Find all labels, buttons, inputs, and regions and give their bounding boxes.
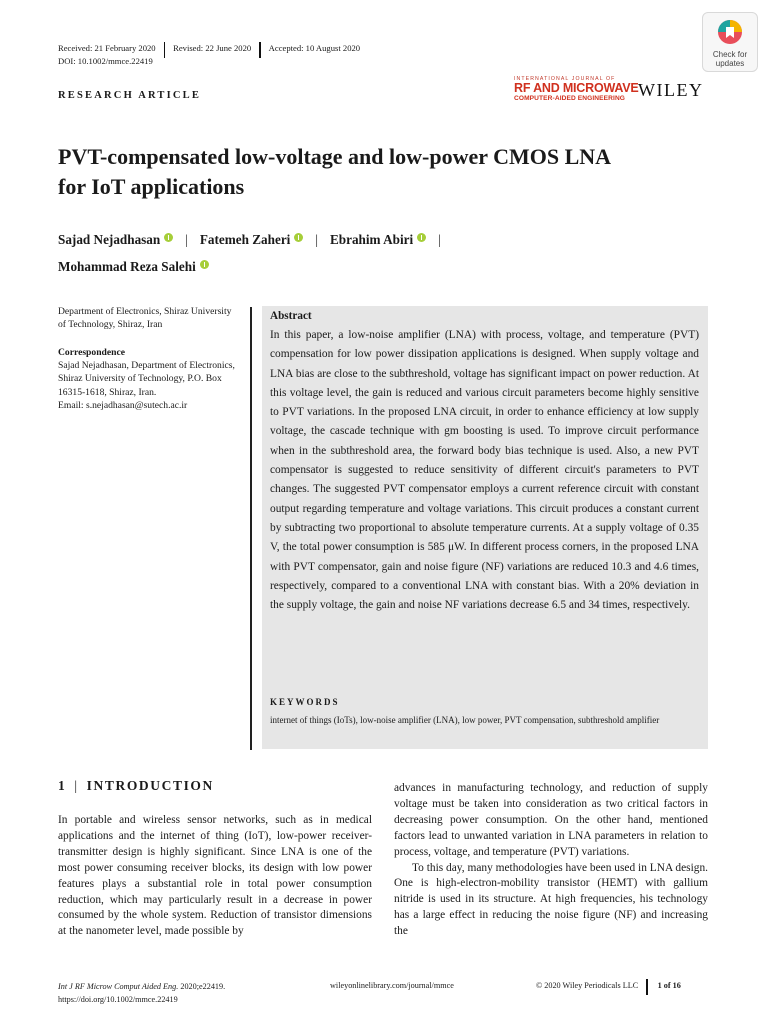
abstract-heading: Abstract (270, 310, 312, 322)
orcid-icon[interactable] (294, 233, 303, 242)
author-name[interactable]: Ebrahim Abiri (329, 232, 414, 247)
footer-journal: Int J RF Microw Comput Aided Eng. (58, 982, 179, 991)
author-name[interactable]: Sajad Nejadhasan (58, 232, 161, 247)
title-line-1: PVT-compensated low-voltage and low-power CMOS LNA (58, 144, 612, 169)
footer-doi-link[interactable]: https://doi.org/10.1002/mmce.22419 (58, 994, 178, 1004)
body-paragraph: To this day, many methodologies have been used in LNA design. One is high-electron-mobility transistor (HEMT) with gallium nitride is used in its structure. At high frequencies, his technology has a large effect in reducing the noise figure (NF) and increasing the (394, 861, 708, 938)
correspondence (58, 346, 243, 412)
check-for-updates-badge[interactable] (702, 12, 758, 72)
body-column-right (394, 781, 708, 940)
abstract-text: In this paper, a low-noise amplifier (LNA) with process, voltage, and temperature (PVT) compensation for low power dissipation applications is designed. When supply voltage and LNA bias are close to the subthreshold, voltage has significant impact on power reduction. At this voltage level, the gain is reduced and various circuit parameters become highly sensitive to PVT variations. In the proposed LNA circuit, in order to enhance efficiency at low supply voltage, the cascade technique with gm boosting is used. To improve circuit performance when in the subthreshold area, the forward body bias technique is used. Also, a new PVT compensator is suggested to reduce sensitivity of different circuit's parameters to PVT changes. The suggested PVT compensator employs a current reference circuit with constant output regarding temperature and voltage variations. This circuit produces a constant current by subtracting two proportional to absolute temperature currents. At a supply voltage of 0.35 V, the total power consumption is 585 μW. In different process corners, in the proposed LNA with PVT compensator, gain and noise figure (NF) variations are reduced 10.3 and 4.6 times, respectively, compared to a conventional LNA with constant bias. With a 20% deviation in the supply voltage, the gain and noise NF variations decrease 6.5 and 34 times, respectively. (270, 329, 699, 612)
abstract-rule (250, 307, 252, 750)
orcid-icon[interactable] (200, 260, 209, 269)
publisher-logo[interactable]: WILEY (638, 80, 704, 100)
footer-citation (58, 981, 225, 1006)
orcid-icon[interactable] (164, 233, 173, 242)
accepted-date: Accepted: 10 August 2020 (268, 43, 361, 53)
title-line-2: for IoT applications (58, 174, 245, 199)
footer-site-link[interactable]: wileyonlinelibrary.com/journal/mmce (330, 981, 454, 990)
journal-name: RF AND MICROWAVE (514, 81, 639, 95)
badge-line-1: Check for (712, 50, 748, 59)
keywords-list: internet of things (IoTs), low-noise amplifier (LNA), low power, PVT compensation, subthreshold amplifier (270, 715, 660, 725)
divider (646, 979, 648, 995)
copyright: © 2020 Wiley Periodicals LLC (536, 981, 639, 990)
revised-date: Revised: 22 June 2020 (173, 43, 252, 53)
body-paragraph: advances in manufacturing technology, and reduction of supply voltage must be taken into consideration as two critical factors in decreasing power consumption. On the other hand, mentioned factors lead to unwanted variation in LNA parameters in relation to process, voltage, and temperature (PVT) variations. (394, 782, 708, 858)
orcid-icon[interactable] (417, 233, 426, 242)
footer-right (536, 981, 681, 995)
author-name[interactable]: Mohammad Reza Salehi (58, 259, 196, 274)
author-name[interactable]: Fatemeh Zaheri (199, 232, 291, 247)
body-column-left: In portable and wireless sensor networks, such as in medical applications and the internet of thing (IoT), low-power receiver-transmitter design is highly significant. Since LNA is one of the most power consuming receiver blocks, its design with low power features plays a substantial role in total power consumption reduction, which may particularly result in a decrease in power consumed by the whole system. Reduction of transistor dimensions at the nanometer level, made possible by (58, 814, 372, 938)
affiliation: Department of Electronics, Shiraz University of Technology, Shiraz, Iran (58, 306, 232, 330)
section-separator: | (74, 778, 79, 793)
author-separator: | (315, 232, 318, 247)
correspondence-heading: Correspondence (58, 347, 125, 358)
check-updates-icon (716, 18, 744, 46)
section-title: INTRODUCTION (86, 778, 214, 793)
paper-title (58, 142, 708, 202)
correspondence-email[interactable]: Email: s.nejadhasan@sutech.ac.ir (58, 399, 188, 411)
badge-line-2: updates (715, 58, 745, 68)
section-heading (58, 778, 214, 794)
author-list (58, 226, 708, 280)
author-separator: | (438, 232, 441, 247)
doi[interactable]: DOI: 10.1002/mmce.22419 (58, 56, 153, 66)
submission-dates (58, 38, 368, 58)
author-separator: | (185, 232, 188, 247)
footer-volume: 2020;e22419. (178, 982, 226, 991)
journal-subtitle: COMPUTER-AIDED ENGINEERING (514, 95, 626, 102)
journal-logo[interactable] (514, 76, 639, 102)
received-date: Received: 21 February 2020 (58, 43, 156, 53)
article-type: RESEARCH ARTICLE (58, 90, 202, 101)
journal-intl: INTERNATIONAL JOURNAL OF (514, 76, 616, 82)
section-number: 1 (58, 778, 67, 793)
correspondence-body: Sajad Nejadhasan, Department of Electronics, Shiraz University of Technology, P.O. Box 16315-1618, Shiraz, Iran. (58, 360, 235, 398)
keywords-heading: KEYWORDS (270, 697, 340, 707)
page-number: 1 of 16 (657, 981, 681, 990)
